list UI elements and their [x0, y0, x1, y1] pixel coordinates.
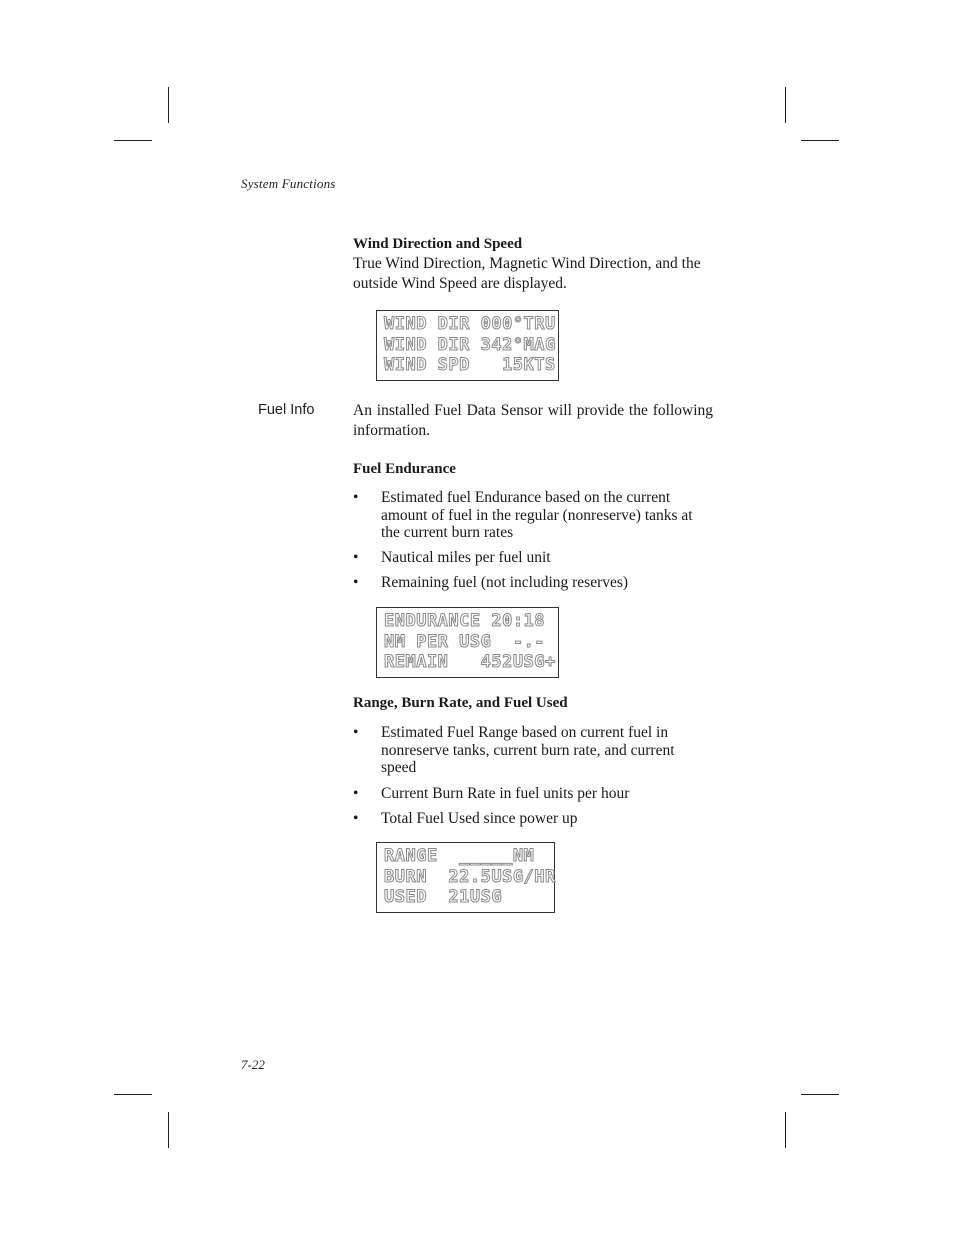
list-item: • Estimated Fuel Range based on current fuel in nonreserve tanks, current burn rate, and current speed — [353, 724, 675, 776]
wind-heading: Wind Direction and Speed — [353, 236, 523, 252]
wind-display — [376, 310, 559, 381]
page-number: 7-22 — [241, 1057, 265, 1072]
endurance-heading: Fuel Endurance — [353, 461, 456, 477]
list-item: • Nautical miles per fuel unit — [353, 548, 551, 566]
crop-mark — [785, 87, 786, 123]
display-line: NM PER USG -.- — [384, 631, 546, 652]
range-bullet-list — [353, 724, 713, 828]
crop-mark — [114, 140, 152, 141]
running-head: System Functions — [241, 176, 336, 191]
display-line: RANGE _____NM — [384, 846, 535, 866]
fuel-info-label: Fuel Info — [258, 402, 315, 418]
list-item: • Estimated fuel Endurance based on the current amount of fuel in the regular (nonreserve) tanks at the current burn rates — [353, 489, 693, 541]
crop-mark — [801, 1094, 839, 1095]
crop-mark — [114, 1094, 152, 1095]
crop-mark — [801, 140, 839, 141]
fuel-info-intro: An installed Fuel Data Sensor will provide the following information. — [353, 402, 713, 439]
range-heading: Range, Burn Rate, and Fuel Used — [353, 695, 568, 711]
crop-mark — [168, 87, 169, 123]
range-display — [376, 842, 555, 913]
display-line: WIND SPD 15KTS — [384, 355, 556, 375]
list-item: • Total Fuel Used since power up — [353, 810, 578, 827]
display-line: BURN 22.5USG/HR — [384, 866, 556, 887]
display-line: ENDURANCE 20:18 — [384, 611, 546, 631]
display-line: USED 21USG — [384, 887, 503, 907]
endurance-display — [376, 607, 559, 678]
wind-body: True Wind Direction, Magnetic Wind Direction, and the outside Wind Speed are displayed. — [353, 255, 701, 292]
display-line: WIND DIR 342°MAG — [384, 334, 556, 355]
endurance-bullet-list — [353, 489, 713, 592]
crop-mark — [168, 1112, 169, 1148]
list-item: • Remaining fuel (not including reserves) — [353, 574, 629, 591]
list-item: • Current Burn Rate in fuel units per hour — [353, 784, 630, 802]
display-line: REMAIN 452USG+ — [384, 652, 556, 672]
crop-mark — [785, 1112, 786, 1148]
display-line: WIND DIR 000°TRU — [384, 314, 556, 334]
